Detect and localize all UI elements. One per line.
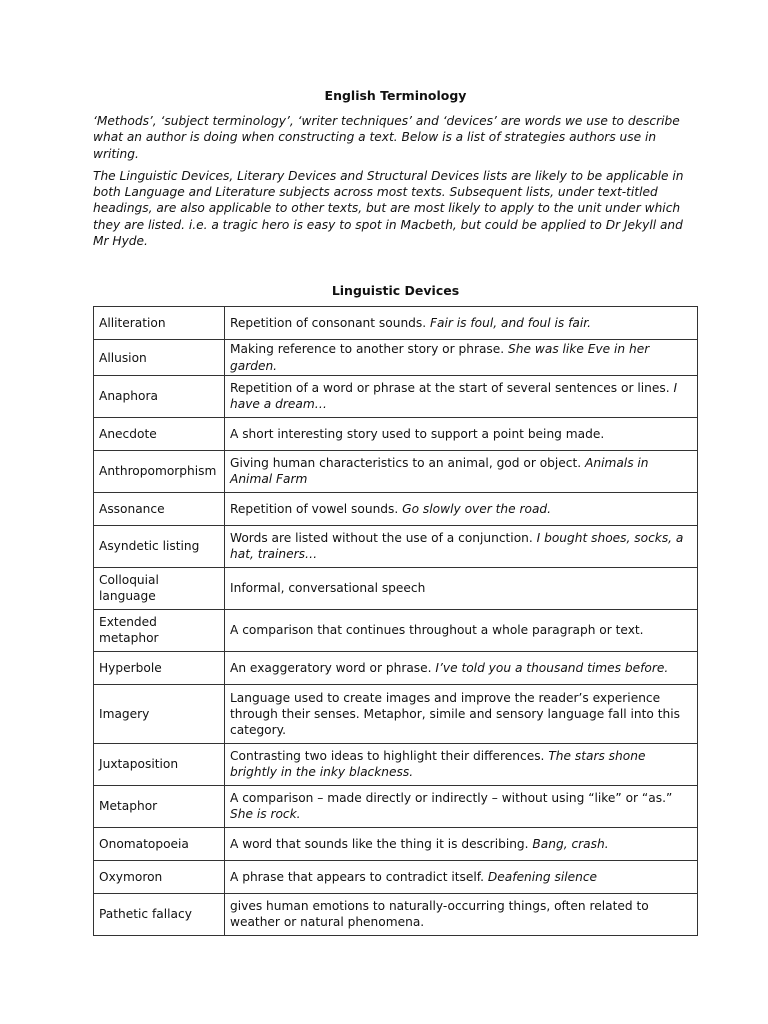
term-cell: Imagery <box>94 684 225 743</box>
term-cell: Alliteration <box>94 307 225 340</box>
term-cell: Anecdote <box>94 417 225 450</box>
page-content <box>93 86 698 936</box>
term-cell: Oxymoron <box>94 860 225 893</box>
definition-text: Language used to create images and improve the reader’s experience through their senses. Metaphor, simile and sensory language fall into this category. <box>230 690 680 738</box>
table-row <box>94 860 698 893</box>
definition-text: A short interesting story used to support a point being made. <box>230 426 605 441</box>
linguistic-devices-table <box>93 306 698 936</box>
example-text: She is rock. <box>230 807 301 822</box>
example-text: Deafening silence <box>487 869 598 884</box>
definition-text: Repetition of consonant sounds. <box>230 316 431 331</box>
term-cell: Onomatopoeia <box>94 827 225 860</box>
table-row <box>94 525 698 567</box>
table-row <box>94 609 698 651</box>
definition-cell <box>225 417 698 450</box>
definition-text: A comparison that continues throughout a whole paragraph or text. <box>230 623 644 638</box>
section-title: Linguistic Devices <box>331 283 460 299</box>
term-cell: Assonance <box>94 492 225 525</box>
definition-text: gives human emotions to naturally-occurring things, often related to weather or natural phenomena. <box>230 899 649 930</box>
example-text: I’ve told you a thousand times before. <box>435 660 669 675</box>
term-cell: Extended metaphor <box>94 609 225 651</box>
definition-cell <box>225 827 698 860</box>
table-row <box>94 567 698 609</box>
table-row <box>94 340 698 376</box>
document-title: English Terminology <box>324 88 467 103</box>
definition-cell <box>225 450 698 492</box>
definition-text: An exaggeratory word or phrase. <box>230 660 436 675</box>
term-cell: Asyndetic listing <box>94 525 225 567</box>
example-text: She was like Eve in her garden. <box>230 342 650 373</box>
term-cell: Allusion <box>94 340 225 376</box>
definition-cell <box>225 609 698 651</box>
table-row <box>94 307 698 340</box>
definition-cell <box>225 375 698 417</box>
example-text: Go slowly over the road. <box>402 501 552 516</box>
definition-text: Contrasting two ideas to highlight their differences. <box>230 749 549 764</box>
table-row <box>94 827 698 860</box>
term-cell: Anthropomorphism <box>94 450 225 492</box>
term-cell: Anaphora <box>94 375 225 417</box>
table-row <box>94 743 698 785</box>
definition-cell <box>225 525 698 567</box>
term-cell: Colloquial language <box>94 567 225 609</box>
term-cell: Juxtaposition <box>94 743 225 785</box>
table-row <box>94 417 698 450</box>
example-text: I have a dream… <box>230 381 678 412</box>
table-row <box>94 375 698 417</box>
definition-text: A word that sounds like the thing it is describing. <box>230 836 533 851</box>
definition-cell <box>225 743 698 785</box>
definition-text: Giving human characteristics to an animal, god or object. <box>230 456 586 471</box>
definition-text: Words are listed without the use of a conjunction. <box>230 531 537 546</box>
table-row <box>94 450 698 492</box>
definition-cell <box>225 684 698 743</box>
definition-cell <box>225 340 698 376</box>
definition-text: Repetition of a word or phrase at the start of several sentences or lines. <box>230 381 674 396</box>
definition-text: A phrase that appears to contradict itself. <box>230 869 488 884</box>
term-cell: Hyperbole <box>94 651 225 684</box>
table-row <box>94 785 698 827</box>
table-row <box>94 684 698 743</box>
example-text: Bang, crash. <box>532 836 609 851</box>
term-cell: Metaphor <box>94 785 225 827</box>
example-text: The stars shone brightly in the inky blackness. <box>230 749 646 780</box>
term-cell: Pathetic fallacy <box>94 893 225 935</box>
definition-text: A comparison – made directly or indirectly – without using “like” or “as.” <box>230 791 673 806</box>
example-text: I bought shoes, socks, a hat, trainers… <box>230 531 684 562</box>
table-row <box>94 492 698 525</box>
definition-text: Making reference to another story or phrase. <box>230 342 509 357</box>
intro-paragraph-2: The Linguistic Devices, Literary Devices and Structural Devices lists are likely to be applicable in both Language and Literature subjects across most texts. Subsequent lists, under text-titled headings, are also applicable to other texts, but are most likely to apply to the unit under which they are listed. i.e. a tragic hero is easy to spot in Macbeth, but could be applied to Dr Jekyll and Mr Hyde. <box>93 168 684 249</box>
example-text: Animals in Animal Farm <box>230 456 649 487</box>
example-text: Fair is foul, and foul is fair. <box>430 316 592 331</box>
definition-text: Informal, conversational speech <box>230 581 426 596</box>
definition-cell <box>225 893 698 935</box>
intro-paragraph-1: ‘Methods’, ‘subject terminology’, ‘writer techniques’ and ‘devices’ are words we use to describe what an author is doing when constructing a text. Below is a list of strategies authors use in writing. <box>93 114 680 161</box>
definition-cell <box>225 651 698 684</box>
definition-cell <box>225 492 698 525</box>
definition-cell <box>225 860 698 893</box>
table-row <box>94 651 698 684</box>
table-row <box>94 893 698 935</box>
definition-cell <box>225 307 698 340</box>
definition-cell <box>225 567 698 609</box>
definition-cell <box>225 785 698 827</box>
definition-text: Repetition of vowel sounds. <box>230 501 403 516</box>
